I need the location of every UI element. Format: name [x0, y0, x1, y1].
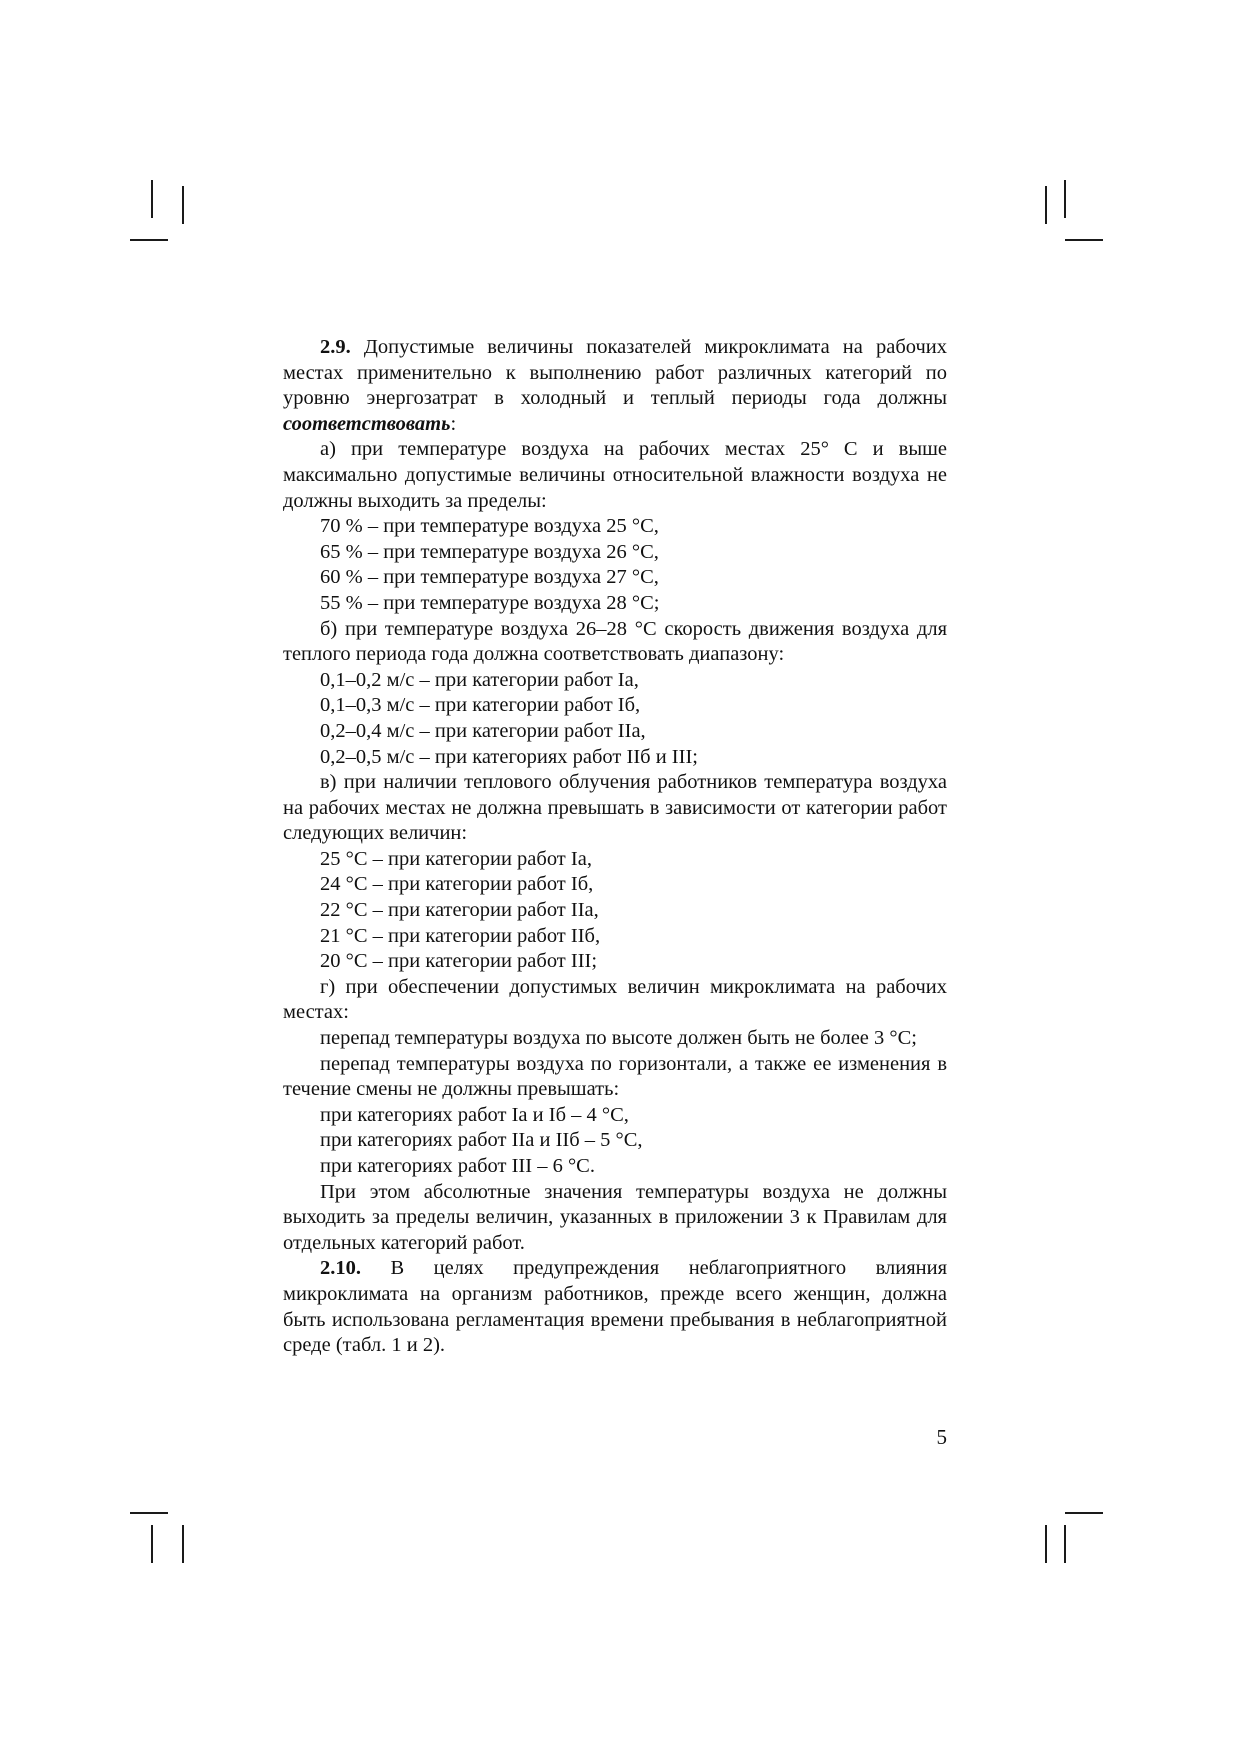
list-item: 0,1–0,2 м/с – при категории работ Iа, — [320, 668, 639, 691]
list-item: при категориях работ Iа и Iб – 4 °С, — [320, 1103, 629, 1126]
list-item: 22 °С – при категории работ IIа, — [320, 899, 599, 922]
paragraph-item-v: в) при наличии теплового облучения работников температура воздуха на рабочих местах не должна превышать в зависимости от категории работ следующих величин: — [283, 771, 947, 845]
crop-mark-bottom-right-inner — [1045, 1525, 1047, 1563]
paragraph-2-9 — [283, 335, 947, 437]
paragraph-item-b: б) при температуре воздуха 26–28 °С скорость движения воздуха для теплого периода года должна соответствовать диапазону: — [283, 617, 947, 666]
paragraph-absolute-values: При этом абсолютные значения температуры воздуха не должны выходить за пределы величин, указанных в приложении 3 к Правилам для отдельных категорий работ. — [283, 1180, 947, 1254]
list-item: 0,1–0,3 м/с – при категории работ Iб, — [320, 694, 641, 717]
list-item: 20 °С – при категории работ III; — [320, 950, 598, 973]
crop-mark-top-right-outer — [1064, 180, 1066, 218]
crop-mark-top-right-inner — [1045, 186, 1047, 224]
crop-mark-top-left-horizontal — [130, 239, 168, 241]
list-item: 0,2–0,4 м/с – при категории работ IIа, — [320, 719, 646, 742]
paragraph-text: Допустимые величины показателей микроклимата на рабочих местах применительно к выполнению работ различных категорий по уровню энергозатрат в холодный и теплый периоды года должны — [283, 336, 947, 410]
paragraph-tail: : — [450, 412, 457, 435]
list-item: 55 % – при температуре воздуха 28 °С; — [320, 591, 660, 614]
list-item: при категориях работ III – 6 °С. — [320, 1155, 595, 1177]
list-item: 24 °С – при категории работ Iб, — [320, 873, 594, 896]
emphasized-word: соответствовать — [283, 412, 451, 435]
paragraph-vertical-gradient: перепад температуры воздуха по высоте должен быть не более 3 °С; — [320, 1027, 917, 1050]
list-item: при категориях работ IIа и IIб – 5 °С, — [320, 1129, 643, 1152]
crop-mark-top-left-outer — [151, 180, 153, 218]
crop-mark-bottom-right-horizontal — [1065, 1512, 1103, 1514]
body-text — [283, 335, 947, 1359]
page-number: 5 — [936, 1425, 947, 1449]
crop-mark-bottom-left-inner — [182, 1525, 184, 1563]
paragraph-item-a: а) при температуре воздуха на рабочих местах 25° С и выше максимально допустимые величины относительной влажности воздуха не должны выходить за пределы: — [283, 438, 947, 512]
list-item: 60 % – при температуре воздуха 27 °С, — [320, 566, 659, 589]
crop-mark-bottom-right-outer — [1064, 1525, 1066, 1563]
crop-mark-bottom-left-outer — [151, 1525, 153, 1563]
paragraph-2-10 — [283, 1256, 947, 1358]
list-item: 21 °С – при категории работ IIб, — [320, 924, 601, 947]
crop-mark-top-right-horizontal — [1065, 239, 1103, 241]
paragraph-text: В целях предупреждения неблагоприятного влияния микроклимата на организм работников, прежде всего женщин, должна быть использована регламентация времени пребывания в неблагоприятной среде (табл. 1 и 2). — [283, 1257, 947, 1357]
list-item: 65 % – при температуре воздуха 26 °С, — [320, 540, 659, 563]
list-item: 25 °С – при категории работ Iа, — [320, 847, 592, 870]
paragraph-horizontal-gradient: перепад температуры воздуха по горизонтали, а также ее изменения в течение смены не должны превышать: — [283, 1052, 947, 1101]
list-item: 0,2–0,5 м/с – при категориях работ IIб и III; — [320, 745, 698, 768]
crop-mark-top-left-inner — [182, 186, 184, 224]
list-item: 70 % – при температуре воздуха 25 °С, — [320, 515, 659, 538]
clause-number: 2.9. — [320, 336, 351, 358]
paragraph-item-g: г) при обеспечении допустимых величин микроклимата на рабочих местах: — [283, 975, 947, 1024]
clause-number: 2.10. — [320, 1257, 361, 1280]
crop-mark-bottom-left-horizontal — [130, 1512, 168, 1514]
